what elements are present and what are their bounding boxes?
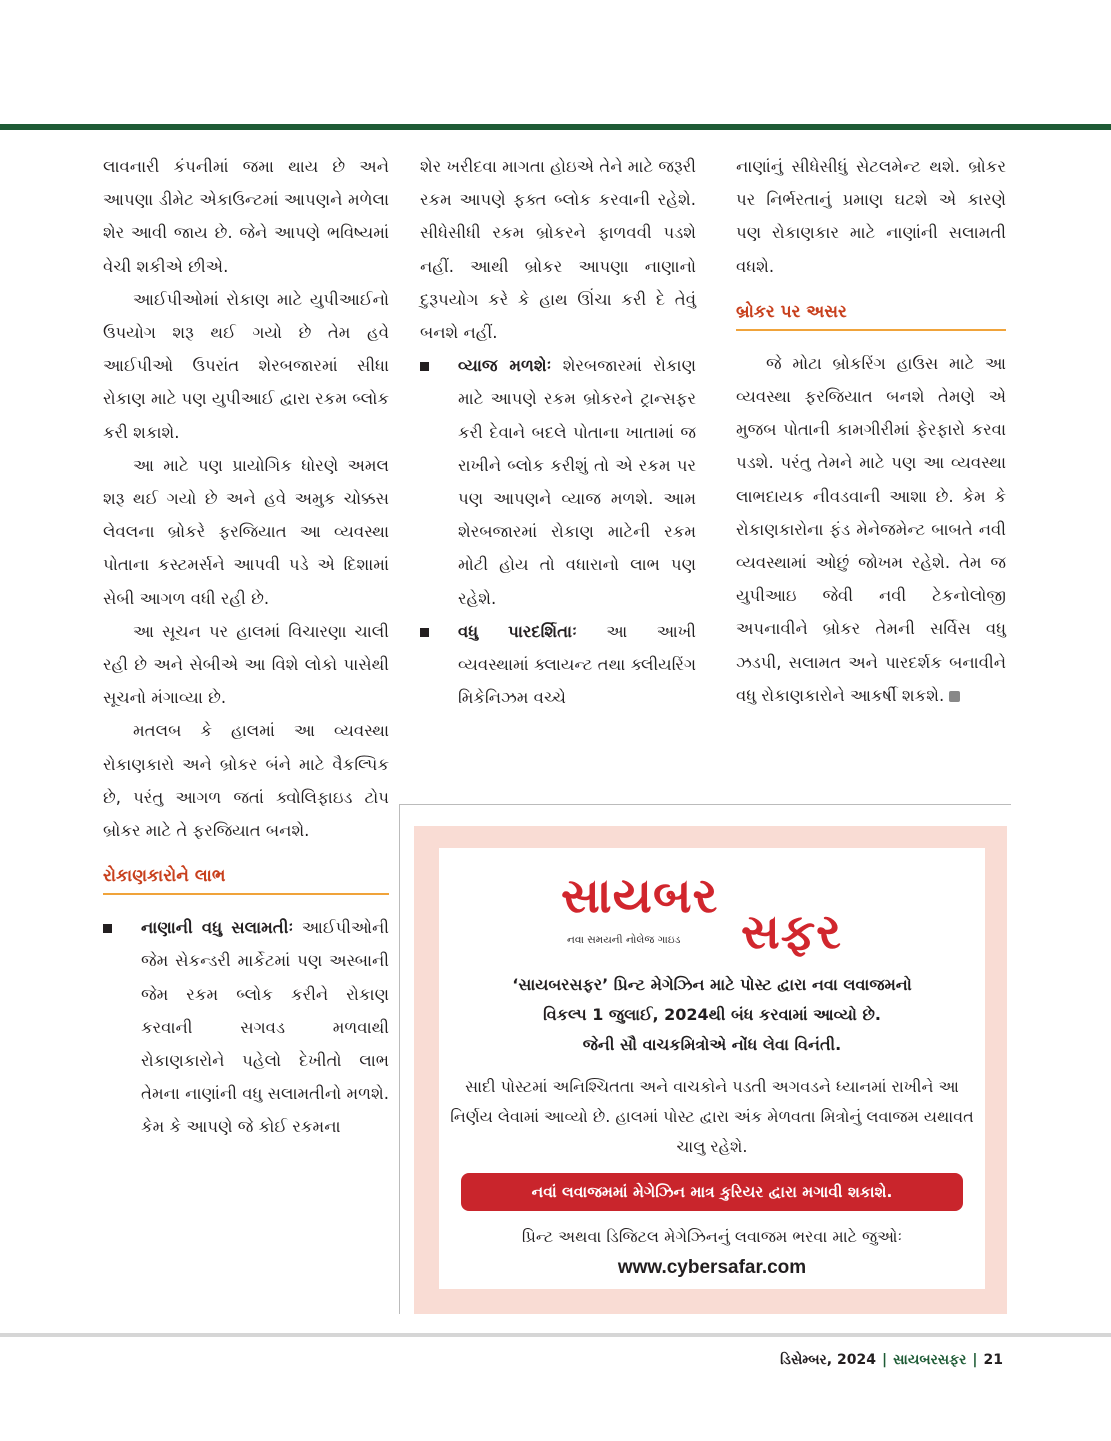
bullet-text: આ આખી વ્યવસ્થામાં ક્લાયન્ટ તથા ક્લીયરિંગ મિકેનિઝમ વચ્ચે	[458, 621, 696, 708]
promo-frame-left-line	[399, 804, 400, 1314]
page-footer	[780, 1348, 1003, 1372]
bullet-text: આઈપીઓની જેમ સેકન્ડરી માર્કેટમાં પણ અસ્બાની જેમ રકમ બ્લોક કરીને રોકાણ કરવાની સગવડ મળવાથી રોકાણકારોને પહેલો દેખીતો લાભ તેમના નાણાંની વધુ સલામતીનો મળશે. કેમ કે આપણે જે કોઈ રકમના	[141, 918, 389, 1137]
page-number: 21	[983, 1352, 1003, 1368]
promo-inner-panel	[439, 848, 985, 1289]
article-column-2	[420, 150, 696, 714]
notice-explanation: સાદી પોસ્ટમાં અનિશ્ચિતતા અને વાચકોને પડતી અગવડને ધ્યાનમાં રાખીને આ નિર્ણય લેવામાં આવ્યો છે. હાલમાં પોસ્ટ દ્વારા અંક મેળવતા મિત્રોનું લવાજમ યથાવત ચાલુ રહેશે.	[450, 1077, 974, 1156]
col2-paragraph-1: શેર ખરીદવા માગતા હોઇએ તેને માટે જરૂરી રકમ આપણે ફક્ત બ્લોક કરવાની રહેશે. સીધેસીધી રકમ બ્રોકરને ફાળવવી પડશે નહીં. આથી બ્રોકર આપણા નાણાનો દુરૂપયોગ કરે કે હાથ ઊંચા કરી દે તેવું બનશે નહીં.	[420, 157, 696, 343]
website-link[interactable]: www.cybersafar.com	[617, 1257, 807, 1278]
logo-tagline: નવા સમયની નોલેજ ગાઇડ	[567, 934, 681, 946]
col1-paragraph-2: આઈપીઓમાં રોકાણ માટે યુપીઆઈનો ઉપયોગ શરૂ થઈ ગયો છે તેમ હવે આઈપીઓ ઉપરાંત શેરબજારમાં સીધા રોકાણ માટે પણ યુપીઆઈ દ્વારા રકમ બ્લોક કરી શકાશે.	[103, 289, 389, 442]
section-heading-investor-benefits: રોકાણકારોને લાભ	[103, 861, 389, 895]
col1-paragraph-4: આ સૂચન પર હાલમાં વિચારણા ચાલી રહી છે અને સેબીએ આ વિશે લોકો પાસેથી સૂચનો મંગાવ્યા છે.	[103, 621, 389, 708]
article-column-3	[736, 150, 1006, 712]
footer-separator: |	[881, 1352, 888, 1368]
courier-only-banner: નવાં લવાજમમાં મેગેઝિન માત્ર કુરિયર દ્વારા મગાવી શકાશે.	[461, 1173, 963, 1211]
bullet-square-icon	[420, 628, 429, 637]
col1-paragraph-3: આ માટે પણ પ્રાયોગિક ધોરણે અમલ શરૂ થઈ ગયો છે અને હવે અમુક ચોક્કસ લેવલના બ્રોકરે ફરજિયાત આ વ્યવસ્થા પોતાના કસ્ટમર્સને આપવી પડે એ દિશામાં સેબી આગળ વધી રહી છે.	[103, 455, 389, 608]
col3-paragraph-2-text: જે મોટા બ્રોકરિંગ હાઉસ માટે આ વ્યવસ્થા ફરજિયાત બનશે તેમણે એ મુજબ પોતાની કામગીરીમાં ફેરફારો કરવા પડશે. પરંતુ તેમને માટે પણ આ વ્યવસ્થા લાભદાયક નીવડવાની આશા છે. કેમ કે રોકાણકારોના ફંડ મેનેજમેન્ટ બાબતે નવી વ્યવસ્થામાં ઓછું જોખમ રહેશે. તેમ જ યુપીઆઇ જેવી નવી ટેકનોલોજી અપનાવીને બ્રોકર તેમની સર્વિસ વધુ ઝડપી, સલામત અને પારદર્શક બનાવીને વધુ રોકાણકારોને આકર્ષી શકશે.	[736, 353, 1006, 705]
bullet-square-icon	[420, 362, 429, 371]
logo-word-cyber: સાયબર	[561, 868, 719, 924]
col1-paragraph-5: મતલબ કે હાલમાં આ વ્યવસ્થા રોકાણકારો અને બ્રોકર બંને માટે વૈકલ્પિક છે, પરંતુ આગળ જતાં ક્વોલિફાઇડ ટોપ બ્રોકર માટે તે ફરજિયાત બનશે.	[103, 721, 389, 841]
subscription-hint: પ્રિન્ટ અથવા ડિજિટલ મેગેઝિનનું લવાજમ ભરવા માટે જુઓઃ	[521, 1227, 903, 1246]
article-end-icon	[949, 691, 960, 702]
bullet-title: વ્યાજ મળશેઃ	[458, 356, 552, 376]
promo-frame-top-line	[399, 804, 1011, 805]
col1-paragraph-1: લાવનારી કંપનીમાં જમા થાય છે અને આપણા ડીમેટ એકાઉન્ટમાં આપણને મળેલા શેર આવી જાય છે. જેને આપણે ભવિષ્યમાં વેચી શકીએ છીએ.	[103, 157, 389, 276]
bullet-item-transparency	[420, 615, 696, 715]
bullet-item-safety	[103, 911, 389, 1143]
footer-date: ડિસેમ્બર, 2024	[780, 1352, 876, 1368]
section-heading-broker-impact: બ્રોકર પર અસર	[736, 297, 1006, 331]
cybersafar-logo	[561, 866, 871, 962]
subscription-notice	[439, 970, 985, 1060]
notice-line-3: જેની સૌ વાચકમિત્રોએ નોંધ લેવા વિનંતી.	[582, 1035, 842, 1054]
bullet-text: શેરબજારમાં રોકાણ માટે આપણે રકમ બ્રોકરને ટ્રાન્સફર કરી દેવાને બદલે પોતાના ખાતામાં જ રાખીને બ્લોક કરીશું તો એ રકમ પર પણ આપણને વ્યાજ મળશે. આમ શેરબજારમાં રોકાણ માટેની રકમ મોટી હોય તો વધારાનો લાભ પણ રહેશે.	[458, 356, 696, 608]
col3-paragraph-1: નાણાંનું સીધેસીધું સેટલમેન્ટ થશે. બ્રોકર પર નિર્ભરતાનું પ્રમાણ ઘટશે એ કારણે પણ રોકાણકાર માટે નાણાંની સલામતી વધશે.	[736, 157, 1006, 276]
notice-line-2: વિકલ્પ 1 જુલાઈ, 2024થી બંધ કરવામાં આવ્યો છે.	[543, 1005, 881, 1024]
bullet-item-interest	[420, 349, 696, 615]
footer-magazine-name: સાયબરસફર	[893, 1352, 967, 1368]
bullet-title: વધુ પારદર્શિતાઃ	[458, 621, 577, 641]
bullet-square-icon	[103, 924, 112, 933]
logo-word-safar: સફર	[741, 904, 842, 960]
bullet-title: નાણાની વધુ સલામતીઃ	[141, 918, 294, 938]
col3-paragraph-2	[736, 347, 1006, 712]
article-column-1	[103, 150, 389, 1144]
notice-line-1: ‘સાયબરસફર’ પ્રિન્ટ મેગેઝિન માટે પોસ્ટ દ્વારા નવા લવાજમનો	[512, 975, 912, 994]
top-green-rule	[0, 124, 1111, 130]
bottom-rule	[0, 1333, 1111, 1337]
footer-separator: |	[972, 1352, 978, 1368]
